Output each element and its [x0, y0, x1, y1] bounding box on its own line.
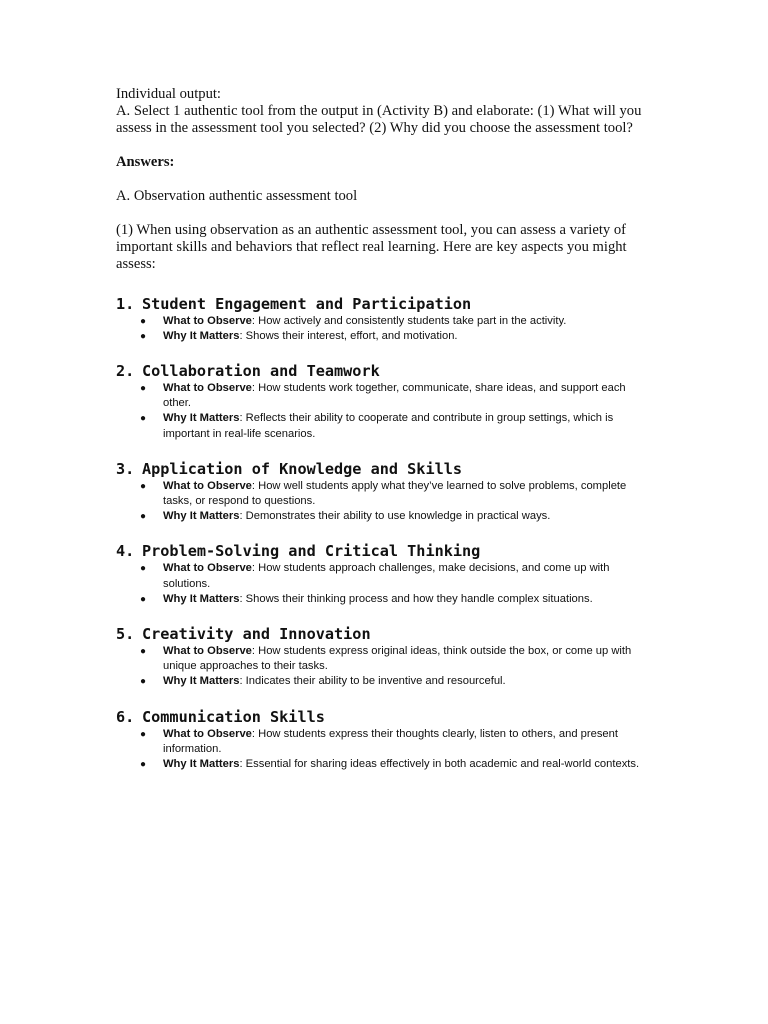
observe-text: : How well students apply what they’ve learned to solve problems, complete tasks, or respond to questions. — [163, 479, 627, 508]
observe-text: : How actively and consistently students take part in the activity. — [251, 314, 567, 327]
list-item — [116, 644, 656, 674]
observe-label: What to Observe — [163, 645, 252, 658]
matters-label: Why It Matters — [163, 758, 240, 771]
matters-text: : Reflects their ability to cooperate and contribute in group settings, which is important in real-life scenarios. — [163, 412, 614, 440]
section-heading-communication — [116, 707, 656, 727]
answers-label: Answers: — [116, 153, 175, 170]
section-heading-collaboration — [116, 361, 656, 381]
bullet-list — [116, 381, 656, 442]
observe-text: : How students express original ideas, think outside the box, or come up with unique approaches to their tasks. — [163, 645, 632, 673]
section-number: 6. — [116, 707, 135, 726]
intro-paragraph: (1) When using observation as an authentic assessment tool, you can assess a variety of important skills and behaviors that reflect real learning. Here are key aspects you might assess: — [116, 222, 627, 273]
bullet-icon: ● — [140, 330, 147, 342]
section-number: 5. — [116, 625, 135, 644]
matters-label: Why It Matters — [163, 675, 240, 688]
section-number: 2. — [116, 362, 135, 381]
list-item — [116, 509, 656, 524]
selected-tool-line: A. Observation authentic assessment tool — [116, 187, 358, 204]
bullet-icon: ● — [140, 563, 147, 575]
matters-text: : Shows their thinking process and how they handle complex situations. — [239, 592, 593, 605]
list-item — [116, 561, 656, 591]
section-title: Collaboration and Teamwork — [142, 362, 380, 381]
observe-label: What to Observe — [163, 382, 252, 395]
matters-label: Why It Matters — [163, 592, 240, 605]
matters-label: Why It Matters — [163, 329, 240, 342]
observe-text: : How students approach challenges, make decisions, and come up with solutions. — [163, 562, 610, 590]
list-item — [116, 411, 656, 441]
list-item — [116, 381, 656, 411]
bullet-icon: ● — [140, 593, 147, 605]
list-item — [116, 727, 656, 757]
matters-text: : Shows their interest, effort, and motivation. — [239, 329, 458, 342]
list-item — [116, 757, 656, 772]
section-title: Student Engagement and Participation — [142, 294, 472, 313]
individual-output-label: Individual output: — [116, 86, 221, 102]
bullet-icon: ● — [140, 676, 147, 688]
matters-text: : Indicates their ability to be inventive and resourceful. — [239, 675, 506, 688]
section-number: 4. — [116, 542, 135, 561]
list-item — [116, 329, 656, 344]
observe-label: What to Observe — [163, 562, 252, 575]
observe-label: What to Observe — [163, 479, 252, 492]
instructions-block — [116, 86, 656, 138]
list-item — [116, 314, 656, 329]
bullet-list — [116, 561, 656, 607]
section-title: Creativity and Innovation — [142, 625, 371, 644]
bullet-icon: ● — [140, 315, 147, 327]
document-page — [116, 86, 656, 772]
section-number: 1. — [116, 294, 135, 313]
observe-text: : How students express their thoughts clearly, listen to others, and present information. — [163, 727, 618, 755]
section-number: 3. — [116, 459, 135, 478]
bullet-icon: ● — [140, 511, 147, 523]
section-title: Problem-Solving and Critical Thinking — [142, 542, 481, 561]
section-heading-creativity — [116, 624, 656, 644]
bullet-icon: ● — [140, 413, 147, 425]
matters-text: : Essential for sharing ideas effectively in both academic and real-world contexts. — [239, 758, 640, 771]
observe-text: : How students work together, communicate, share ideas, and support each other. — [163, 382, 626, 410]
section-title: Communication Skills — [142, 707, 325, 726]
bullet-icon: ● — [140, 383, 147, 395]
instruction-text: A. Select 1 authentic tool from the output in (Activity B) and elaborate: (1) What will you assess in the assessment tool you selected? (2) Why did you choose the assessment tool? — [116, 103, 642, 137]
bullet-icon: ● — [140, 728, 147, 740]
section-heading-problem-solving — [116, 541, 656, 561]
section-title: Application of Knowledge and Skills — [142, 459, 463, 478]
bullet-list — [116, 479, 656, 525]
bullet-list — [116, 314, 656, 344]
matters-text: : Demonstrates their ability to use knowledge in practical ways. — [239, 510, 551, 523]
matters-label: Why It Matters — [163, 412, 240, 425]
observe-label: What to Observe — [163, 727, 252, 740]
observe-label: What to Observe — [163, 314, 252, 327]
bullet-icon: ● — [140, 646, 147, 658]
section-heading-engagement — [116, 294, 656, 314]
bullet-list — [116, 727, 656, 773]
bullet-list — [116, 644, 656, 690]
matters-label: Why It Matters — [163, 510, 240, 523]
section-heading-application — [116, 459, 656, 479]
list-item — [116, 592, 656, 607]
bullet-icon: ● — [140, 759, 147, 771]
list-item — [116, 674, 656, 689]
bullet-icon: ● — [140, 480, 147, 492]
list-item — [116, 479, 656, 509]
